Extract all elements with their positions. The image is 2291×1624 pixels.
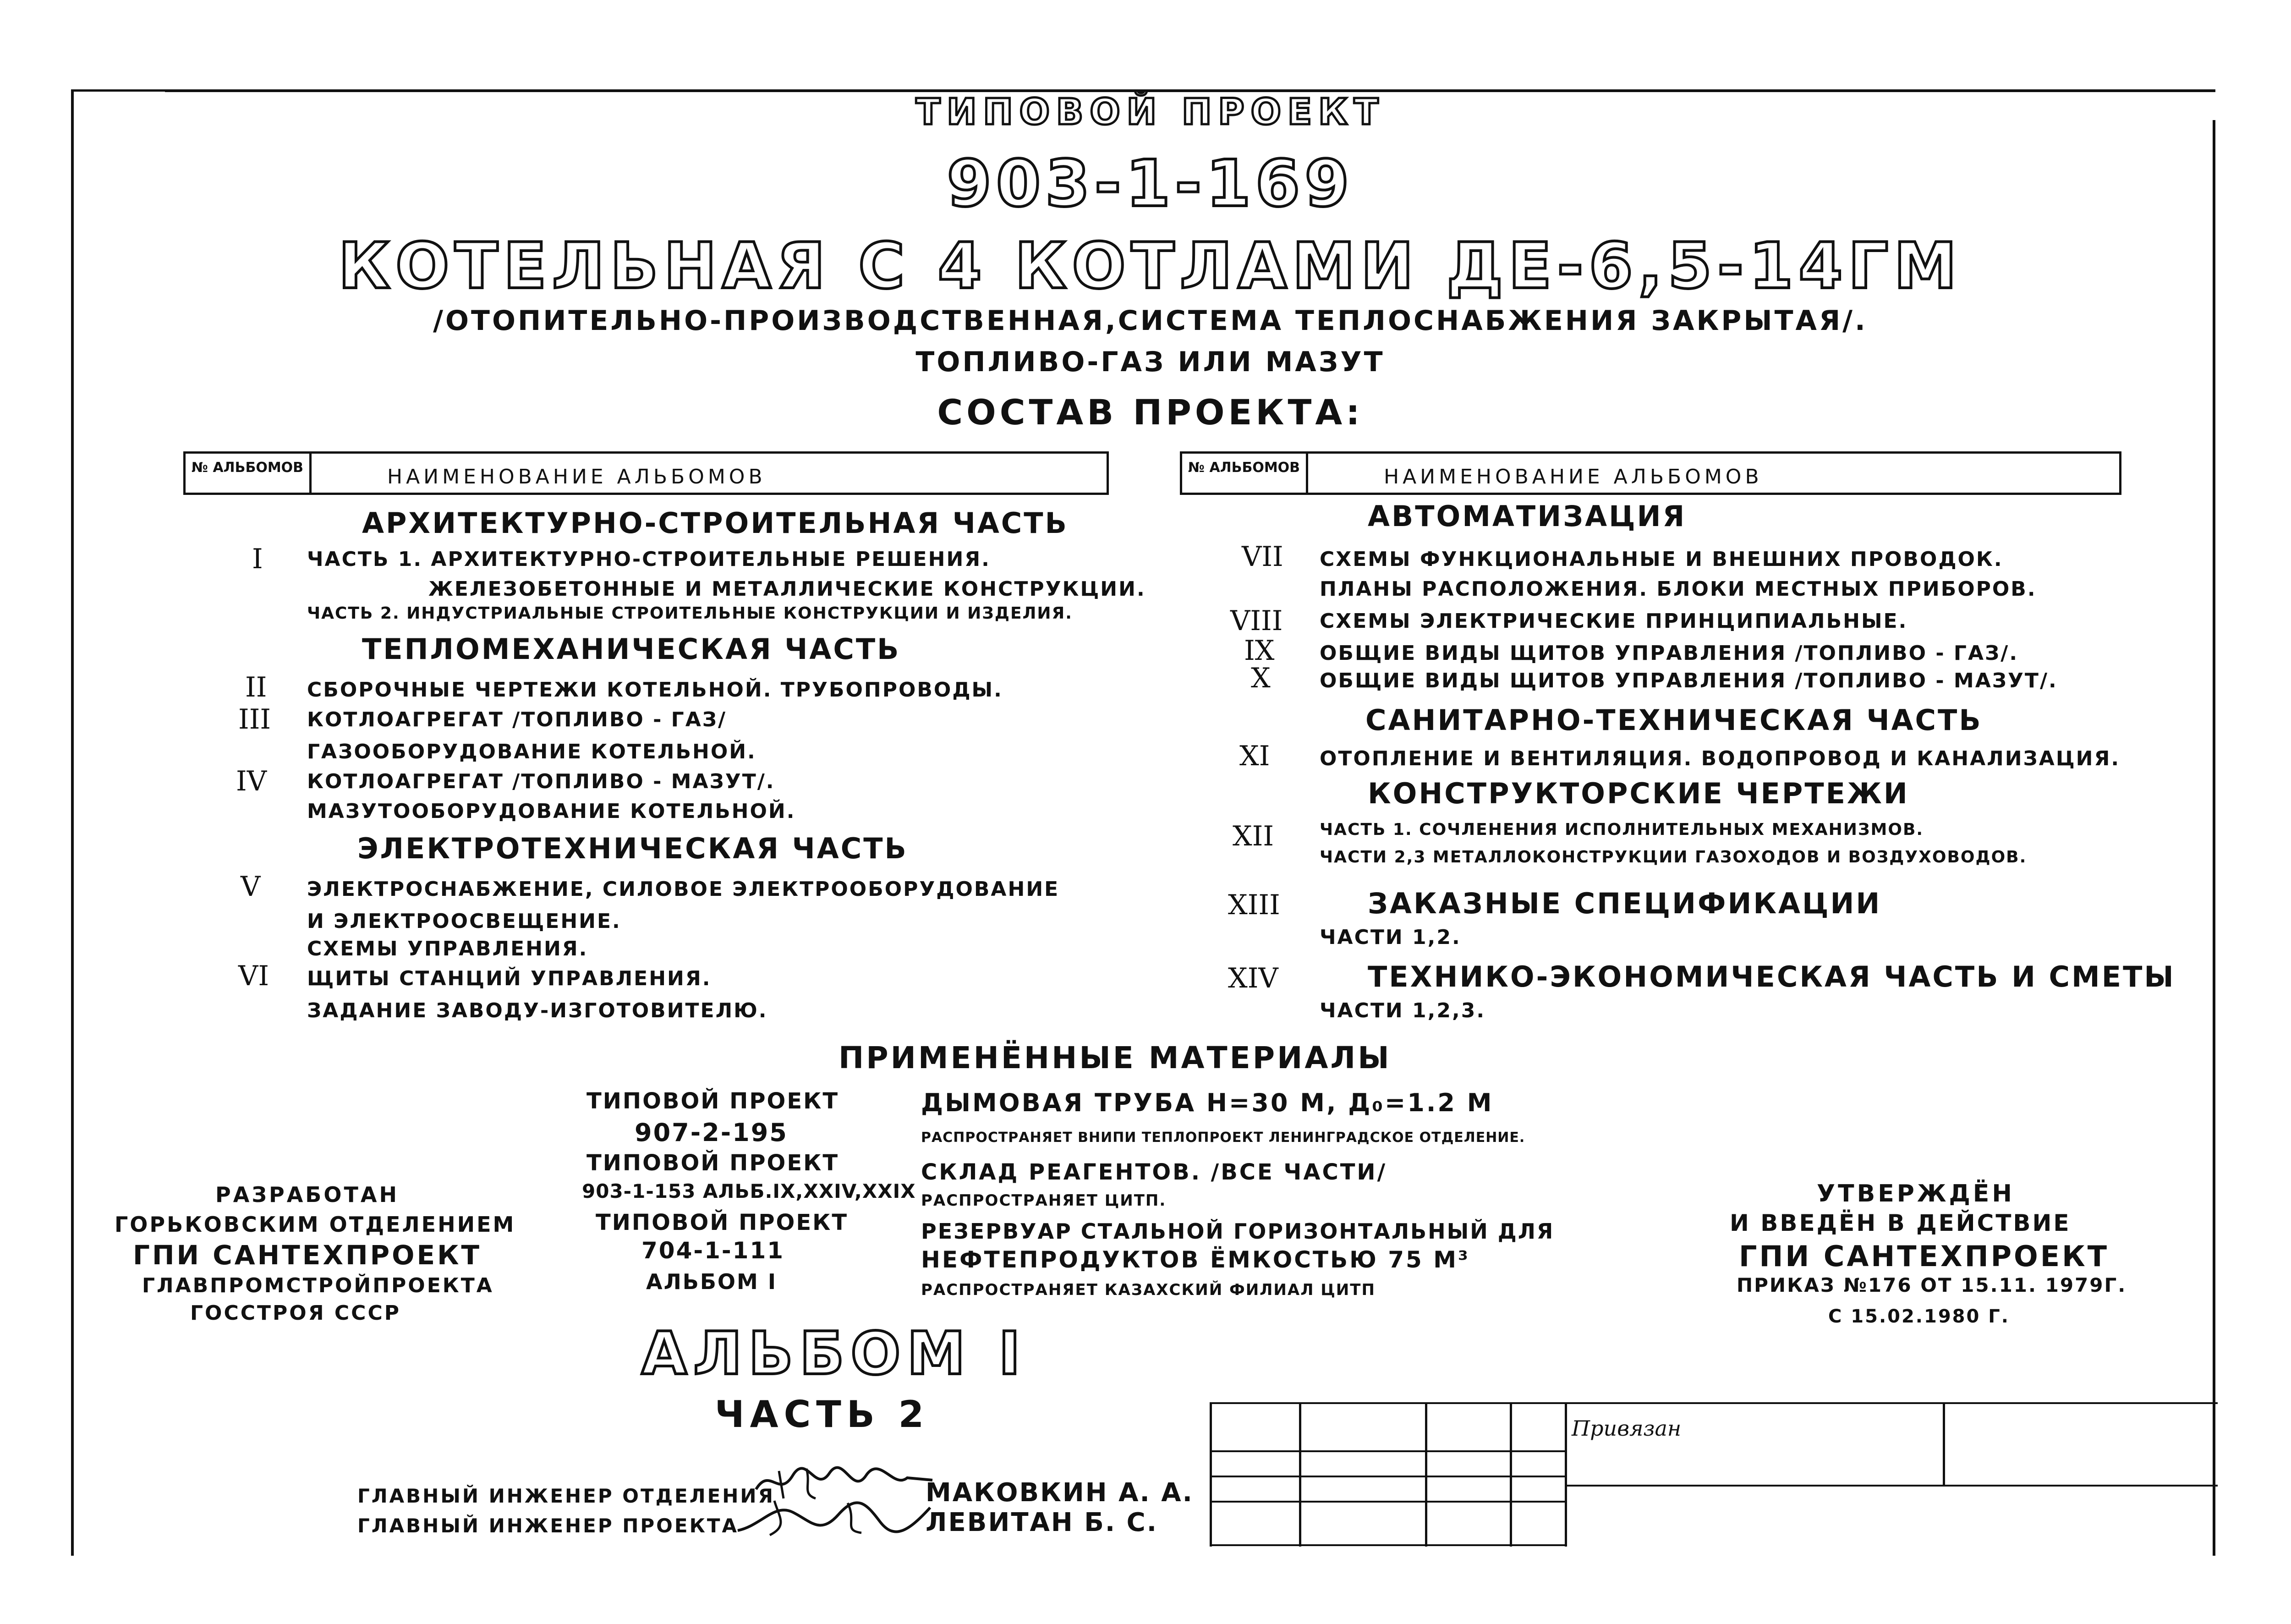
- left-table-header: [183, 451, 1109, 495]
- material-distributor: РАСПРОСТРАНЯЕТ ЦИТП.: [921, 1191, 1167, 1210]
- section-specifications: ЗАКАЗНЫЕ СПЕЦИФИКАЦИИ: [1368, 887, 1882, 920]
- subtitle-fuel: ТОПЛИВО-ГАЗ ИЛИ МАЗУТ: [915, 346, 1385, 378]
- developer-line: ГЛАВПРОМСТРОЙПРОЕКТА: [142, 1274, 494, 1297]
- album-number: VI: [238, 960, 269, 992]
- list-item: ЧАСТИ 1,2.: [1320, 926, 1461, 949]
- album-number: VII: [1242, 541, 1283, 573]
- album-number: XIII: [1228, 889, 1280, 921]
- material-distributor: РАСПРОСТРАНЯЕТ ВНИПИ ТЕПЛОПРОЕКТ ЛЕНИНГРАДСКОЕ ОТДЕЛЕНИЕ.: [921, 1130, 1525, 1146]
- subtitle-system: /ОТОПИТЕЛЬНО-ПРОИЗВОДСТВЕННАЯ,СИСТЕМА ТЕПЛОСНАБЖЕНИЯ ЗАКРЫТАЯ/.: [433, 305, 1868, 337]
- approval-date: С 15.02.1980 Г.: [1828, 1306, 2010, 1327]
- section-thermo: ТЕПЛОМЕХАНИЧЕСКАЯ ЧАСТЬ: [362, 632, 901, 666]
- list-item: МАЗУТООБОРУДОВАНИЕ КОТЕЛЬНОЙ.: [307, 800, 796, 823]
- album-number: IX: [1244, 635, 1275, 667]
- right-table-header: [1180, 451, 2121, 495]
- album-number: X: [1251, 662, 1271, 694]
- list-item: ЧАСТИ 1,2,3.: [1320, 999, 1486, 1022]
- section-automation: АВТОМАТИЗАЦИЯ: [1368, 499, 1687, 533]
- album-number-header: № АЛЬБОМОВ: [1182, 454, 1308, 493]
- list-item: ЧАСТИ 2,3 МЕТАЛЛОКОНСТРУКЦИИ ГАЗОХОДОВ И ВОЗДУХОВОДОВ.: [1320, 848, 2027, 867]
- title-block-grid: [1210, 1402, 2218, 1549]
- approval-org: ГПИ САНТЕХПРОЕКТ: [1739, 1240, 2110, 1273]
- list-item: КОТЛОАГРЕГАТ /ТОПЛИВО - ГАЗ/: [307, 708, 727, 731]
- list-item: ЭЛЕКТРОСНАБЖЕНИЕ, СИЛОВОЕ ЭЛЕКТРООБОРУДОВАНИЕ: [307, 878, 1060, 901]
- list-item: СХЕМЫ УПРАВЛЕНИЯ.: [307, 937, 588, 960]
- material-label: ТИПОВОЙ ПРОЕКТ: [596, 1210, 849, 1235]
- signature-role: ГЛАВНЫЙ ИНЖЕНЕР ОТДЕЛЕНИЯ: [357, 1485, 775, 1507]
- album-number: XIV: [1228, 962, 1278, 994]
- list-item: ЧАСТЬ 1. СОЧЛЕНЕНИЯ ИСПОЛНИТЕЛЬНЫХ МЕХАНИЗМОВ.: [1320, 820, 1924, 839]
- section-design: КОНСТРУКТОРСКИЕ ЧЕРТЕЖИ: [1368, 777, 1909, 810]
- list-item: ОБЩИЕ ВИДЫ ЩИТОВ УПРАВЛЕНИЯ /ТОПЛИВО - ГАЗ/.: [1320, 642, 2019, 665]
- list-item: ЧАСТЬ 2. ИНДУСТРИАЛЬНЫЕ СТРОИТЕЛЬНЫЕ КОНСТРУКЦИИ И ИЗДЕЛИЯ.: [307, 604, 1073, 623]
- list-item: ЗАДАНИЕ ЗАВОДУ-ИЗГОТОВИТЕЛЮ.: [307, 999, 768, 1022]
- album-number: IV: [236, 765, 267, 797]
- list-item: ЖЕЛЕЗОБЕТОННЫЕ И МЕТАЛЛИЧЕСКИЕ КОНСТРУКЦИИ.: [428, 577, 1146, 601]
- list-item: И ЭЛЕКТРООСВЕЩЕНИЕ.: [307, 910, 621, 933]
- material-album: АЛЬБОМ I: [646, 1269, 777, 1294]
- list-item: ЧАСТЬ 1. АРХИТЕКТУРНО-СТРОИТЕЛЬНЫЕ РЕШЕНИЯ.: [307, 548, 991, 571]
- material-number: 704-1-111: [641, 1237, 785, 1264]
- list-item: ЩИТЫ СТАНЦИЙ УПРАВЛЕНИЯ.: [307, 967, 712, 990]
- album-title: АЛЬБОМ I: [641, 1320, 1027, 1388]
- album-part: ЧАСТЬ 2: [715, 1393, 930, 1436]
- developer-line: ГОССТРОЯ СССР: [190, 1301, 401, 1325]
- album-number: VIII: [1230, 605, 1283, 637]
- section-architecture: АРХИТЕКТУРНО-СТРОИТЕЛЬНАЯ ЧАСТЬ: [362, 506, 1069, 540]
- album-number: II: [245, 671, 267, 703]
- list-item: СХЕМЫ ЭЛЕКТРИЧЕСКИЕ ПРИНЦИПИАЛЬНЫЕ.: [1320, 609, 1908, 633]
- album-number: XII: [1233, 820, 1274, 852]
- approval-line: УТВЕРЖДЁН: [1817, 1180, 2015, 1207]
- list-item: ОТОПЛЕНИЕ И ВЕНТИЛЯЦИЯ. ВОДОПРОВОД И КАНАЛИЗАЦИЯ.: [1320, 747, 2121, 770]
- materials-heading: ПРИМЕНЁННЫЕ МАТЕРИАЛЫ: [839, 1040, 1392, 1075]
- section-electrical: ЭЛЕКТРОТЕХНИЧЕСКАЯ ЧАСТЬ: [357, 832, 908, 865]
- page-title: КОТЕЛЬНАЯ С 4 КОТЛАМИ ДЕ-6,5-14ГМ: [338, 229, 1962, 303]
- section-economics: ТЕХНИКО-ЭКОНОМИЧЕСКАЯ ЧАСТЬ И СМЕТЫ: [1368, 960, 2176, 993]
- list-item: ПЛАНЫ РАСПОЛОЖЕНИЯ. БЛОКИ МЕСТНЫХ ПРИБОРОВ.: [1320, 577, 2037, 601]
- stamp-label: Привязан: [1572, 1416, 1682, 1441]
- album-name-header: НАИМЕНОВАНИЕ АЛЬБОМОВ: [1384, 465, 1763, 488]
- material-description: РЕЗЕРВУАР СТАЛЬНОЙ ГОРИЗОНТАЛЬНЫЙ ДЛЯ: [921, 1219, 1555, 1244]
- material-number: 907-2-195: [635, 1118, 788, 1147]
- material-label: ТИПОВОЙ ПРОЕКТ: [586, 1088, 839, 1114]
- album-number: V: [241, 871, 261, 903]
- list-item: СХЕМЫ ФУНКЦИОНАЛЬНЫЕ И ВНЕШНИХ ПРОВОДОК.: [1320, 548, 2003, 571]
- material-distributor: РАСПРОСТРАНЯЕТ КАЗАХСКИЙ ФИЛИАЛ ЦИТП: [921, 1281, 1376, 1299]
- developer-line: ГОРЬКОВСКИМ ОТДЕЛЕНИЕМ: [115, 1212, 516, 1237]
- album-number-header: № АЛЬБОМОВ: [186, 454, 312, 493]
- developer-line: РАЗРАБОТАН: [215, 1182, 399, 1207]
- signature-name: МАКОВКИН А. А.: [926, 1478, 1194, 1508]
- material-description: СКЛАД РЕАГЕНТОВ. /ВСЕ ЧАСТИ/: [921, 1159, 1387, 1185]
- material-label: ТИПОВОЙ ПРОЕКТ: [586, 1150, 839, 1176]
- list-item: КОТЛОАГРЕГАТ /ТОПЛИВО - МАЗУТ/.: [307, 770, 775, 793]
- list-item: СБОРОЧНЫЕ ЧЕРТЕЖИ КОТЕЛЬНОЙ. ТРУБОПРОВОДЫ.: [307, 678, 1003, 702]
- signature-name: ЛЕВИТАН Б. С.: [926, 1508, 1158, 1537]
- section-sanitary: САНИТАРНО-ТЕХНИЧЕСКАЯ ЧАСТЬ: [1365, 703, 1983, 737]
- album-number: I: [252, 543, 263, 575]
- material-description: НЕФТЕПРОДУКТОВ ЁМКОСТЬЮ 75 М³: [921, 1246, 1470, 1273]
- album-number: XI: [1239, 740, 1270, 772]
- project-number: 903-1-169: [947, 147, 1354, 221]
- list-item: ГАЗООБОРУДОВАНИЕ КОТЕЛЬНОЙ.: [307, 740, 756, 763]
- album-name-header: НАИМЕНОВАНИЕ АЛЬБОМОВ: [387, 465, 766, 488]
- signature-role: ГЛАВНЫЙ ИНЖЕНЕР ПРОЕКТА: [357, 1514, 739, 1537]
- signature-scribble: [733, 1494, 935, 1540]
- material-description: ДЫМОВАЯ ТРУБА H=30 М, Д₀=1.2 М: [921, 1088, 1494, 1117]
- developer-org: ГПИ САНТЕХПРОЕКТ: [133, 1240, 482, 1271]
- album-number: III: [238, 703, 271, 735]
- list-item: ОБЩИЕ ВИДЫ ЩИТОВ УПРАВЛЕНИЯ /ТОПЛИВО - МАЗУТ/.: [1320, 669, 2058, 692]
- material-number: 903-1-153 АЛЬБ.IX,XXIV,XXIX: [582, 1180, 916, 1202]
- approval-line: И ВВЕДЁН В ДЕЙСТВИЕ: [1730, 1210, 2071, 1236]
- type-label: ТИПОВОЙ ПРОЕКТ: [915, 92, 1385, 133]
- composition-heading: СОСТАВ ПРОЕКТА:: [937, 392, 1364, 433]
- approval-order: ПРИКАЗ №176 ОТ 15.11. 1979Г.: [1737, 1274, 2127, 1296]
